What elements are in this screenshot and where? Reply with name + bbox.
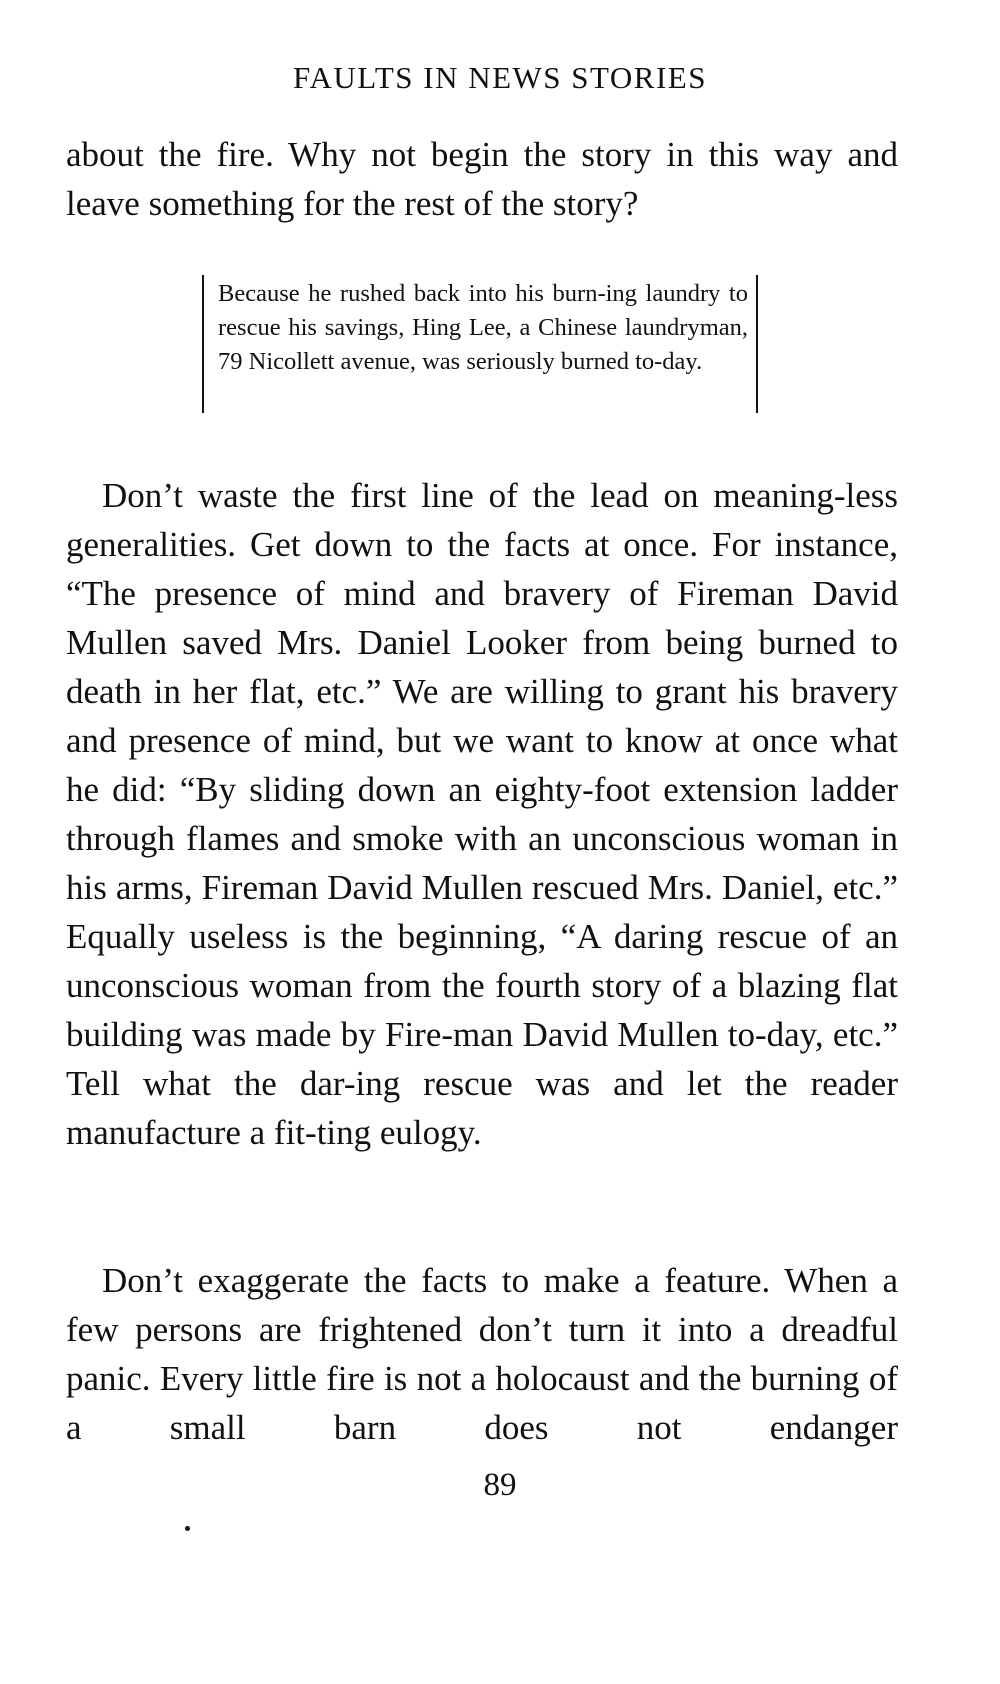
lead-example-block: [202, 275, 758, 413]
lead-example-text: Because he rushed back into his burn-ing laundry to rescue his savings, Hing Lee, a Chinese laundryman, 79 Nicollett avenue, was seriously burned to-day.: [218, 280, 748, 375]
ink-speck: [185, 1526, 190, 1531]
body-paragraph-2: Don’t waste the first line of the lead on meaning-less generalities. Get down to the facts at once. For instance, “The presence of mind and bravery of Fireman David Mullen saved Mrs. Daniel Looker from being burned to death in her flat, etc.” We are willing to grant his bravery and presence of mind, but we want to know at once what he did: “By sliding down an eighty-foot extension ladder through flames and smoke with an unconscious woman in his arms, Fireman David Mullen rescued Mrs. Daniel, etc.” Equally useless is the beginning, “A daring rescue of an unconscious woman from the fourth story of a blazing flat building was made by Fire-man David Mullen to-day, etc.” Tell what the dar-ing rescue was and let the reader manufacture a fit-ting eulogy.: [66, 476, 898, 1152]
running-head: FAULTS IN NEWS STORIES: [293, 60, 707, 95]
page-number: 89: [483, 1467, 517, 1503]
body-paragraph-1: about the fire. Why not begin the story in this way and leave something for the rest of the story?: [66, 135, 898, 223]
body-paragraph-3: Don’t exaggerate the facts to make a feature. When a few persons are frightened don’t turn it into a dreadful panic. Every little fire is not a holocaust and the burning of a small barn does not endanger: [66, 1261, 898, 1447]
